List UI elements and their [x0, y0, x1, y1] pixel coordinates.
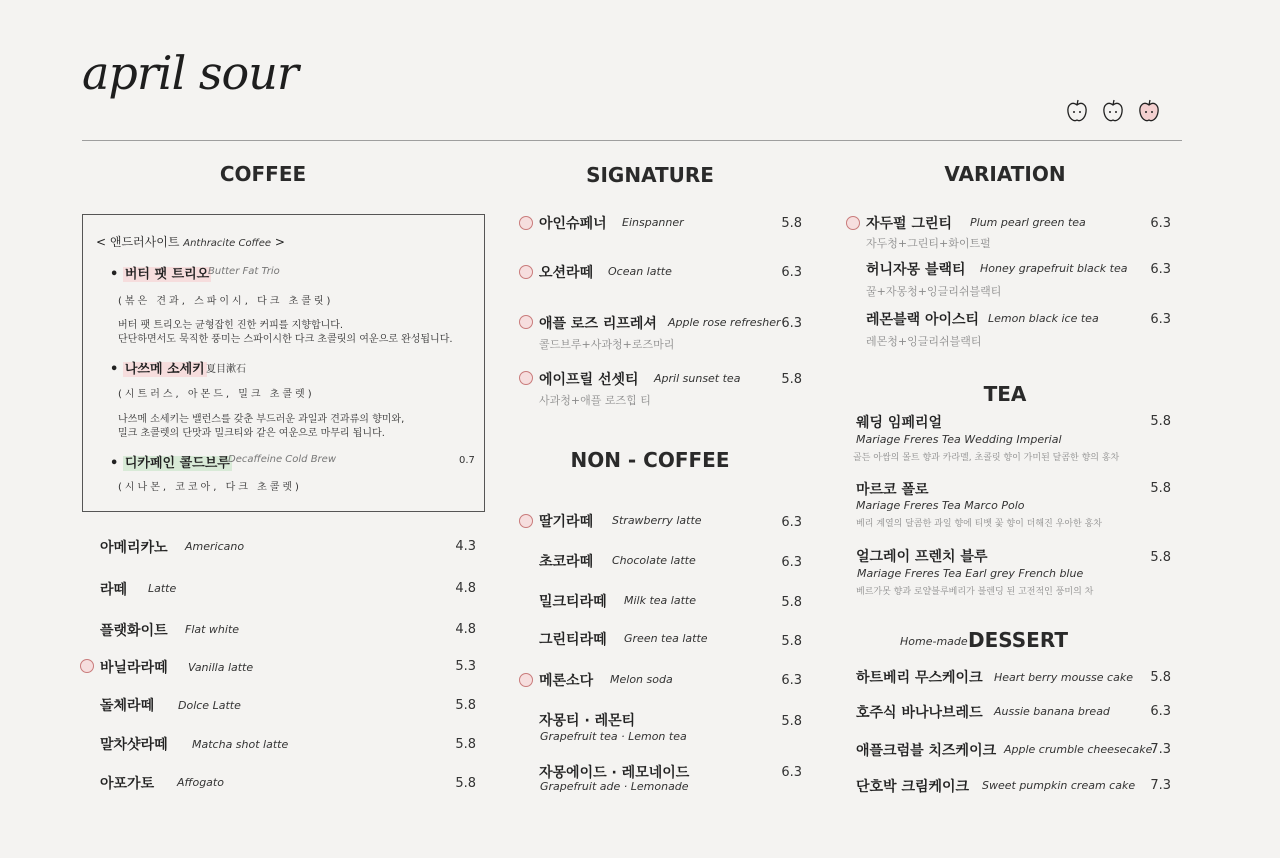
- recommend-apple-icon: [519, 216, 533, 230]
- menu-item-en: Strawberry latte: [612, 514, 702, 527]
- menu-item-price: 5.8: [455, 737, 476, 752]
- menu-item-en: Matcha shot latte: [192, 738, 289, 751]
- menu-item-en: Lemon black ice tea: [988, 312, 1099, 325]
- item-name-en: 夏目漱石: [206, 364, 246, 375]
- menu-item-price: 5.3: [455, 659, 476, 674]
- menu-item-name: 아인슈페너: [539, 216, 607, 232]
- menu-item-name: 아포가토: [100, 776, 155, 792]
- menu-item-en: Dolce Latte: [178, 699, 241, 712]
- menu-item-en: Grapefruit ade · Lemonade: [540, 780, 689, 793]
- item-name-en: Decaffeine Cold Brew: [228, 454, 337, 465]
- menu-item-en: Sweet pumpkin cream cake: [982, 779, 1136, 792]
- menu-item-en: Apple rose refresher: [668, 316, 781, 329]
- menu-item-name: 그린티라떼: [539, 632, 607, 648]
- anthracite-title: [96, 233, 285, 250]
- menu-item-price: 6.3: [781, 673, 802, 688]
- menu-item-en: Vanilla latte: [188, 661, 254, 674]
- recommend-apple-icon: [519, 315, 533, 329]
- item-name: 버터 팻 트리오: [124, 267, 210, 282]
- menu-item-price: 7.3: [1150, 742, 1171, 757]
- menu-item-name: 자몽티 · 레몬티: [539, 713, 636, 729]
- menu-item-price: 5.8: [1150, 481, 1171, 496]
- menu-item-price: 5.8: [781, 372, 802, 387]
- menu-item-price: 5.8: [455, 776, 476, 791]
- header-divider: [82, 140, 1182, 141]
- menu-item-price: 5.8: [781, 714, 802, 729]
- menu-item-name: 밀크티라떼: [539, 594, 607, 610]
- menu-item-en: Ocean latte: [608, 265, 672, 278]
- menu-item-price: 6.3: [1150, 312, 1171, 327]
- menu-item-name: 자두펄 그린티: [866, 216, 953, 232]
- menu-item-en: Heart berry mousse cake: [994, 671, 1133, 684]
- menu-item-en: Einspanner: [622, 216, 684, 229]
- menu-item-en: Milk tea latte: [624, 594, 696, 607]
- menu-item-en: Honey grapefruit black tea: [980, 262, 1128, 275]
- menu-item-ingredients: 레몬청+잉글리쉬블랙티: [866, 335, 982, 348]
- menu-item-price: 4.8: [455, 581, 476, 596]
- menu-item-name: 허니자몽 블랙티: [866, 262, 966, 278]
- item-notes: (시트러스, 아몬드, 밀크 초콜렛): [118, 389, 315, 400]
- menu-item-name: 딸기라떼: [539, 514, 594, 530]
- menu-item-price: 5.8: [1150, 670, 1171, 685]
- menu-item-price: 4.3: [455, 539, 476, 554]
- menu-item-price: 6.3: [781, 265, 802, 280]
- menu-item-name: 레몬블랙 아이스티: [866, 312, 980, 328]
- apple-icons: [1064, 98, 1162, 124]
- menu-item-price: 5.8: [1150, 550, 1171, 565]
- menu-item-name: 하트베리 무스케이크: [856, 670, 983, 686]
- anthracite-item: • 나쓰메 소세키: [110, 362, 205, 377]
- item-name-en: Butter Fat Trio: [208, 266, 280, 277]
- menu-item-price: 6.3: [1150, 216, 1171, 231]
- brand-logo: april sour: [82, 46, 298, 100]
- apple-outline-icon: [1064, 98, 1090, 124]
- menu-item-ingredients: 콜드브루+사과청+로즈마리: [539, 338, 675, 351]
- menu-item-name: 웨딩 임페리얼: [856, 415, 943, 431]
- menu-item-description: 베리 계열의 달콤한 과일 향에 티벳 꽃 향이 더해진 우아한 홍차: [856, 519, 1102, 529]
- menu-item-name: 얼그레이 프렌치 블루: [856, 549, 988, 565]
- item-desc: 버터 팻 트리오는 균형잡힌 진한 커피를 지향합니다.: [118, 320, 344, 331]
- menu-item-price: 7.3: [1150, 778, 1171, 793]
- menu-item-name: 애플크럼블 치즈케이크: [856, 743, 997, 759]
- recommend-apple-icon: [80, 659, 94, 673]
- recommend-apple-icon: [519, 265, 533, 279]
- menu-item-en: Plum pearl green tea: [970, 216, 1086, 229]
- section-signature: SIGNATURE: [586, 163, 714, 187]
- menu-item-ingredients: 사과청+애플 로즈힙 티: [539, 394, 651, 407]
- menu-item-name: 라떼: [100, 582, 128, 598]
- menu-item-en: April sunset tea: [654, 372, 741, 385]
- item-notes: (시나몬, 코코아, 다크 초콜렛): [118, 482, 302, 493]
- item-desc: 밀크 초콜렛의 단맛과 밀크티와 같은 여운으로 마무리 됩니다.: [118, 428, 385, 439]
- item-desc: 나쓰메 소세키는 밸런스를 갖춘 부드러운 과일과 견과류의 향미와,: [118, 414, 405, 425]
- section-coffee: COFFEE: [219, 162, 307, 186]
- recommend-apple-icon: [519, 371, 533, 385]
- menu-item-price: 5.8: [781, 595, 802, 610]
- menu-item-price: 5.8: [781, 634, 802, 649]
- menu-item-name: 자몽에이드 · 레모네이드: [539, 765, 690, 781]
- menu-item-en: Mariage Freres Tea Wedding Imperial: [856, 433, 1062, 446]
- menu-item-price: 5.8: [1150, 414, 1171, 429]
- anthracite-title-en: Anthracite Coffee: [183, 238, 272, 249]
- menu-item-name: 호주식 바나나브레드: [856, 705, 983, 721]
- section-noncoffee: NON - COFFEE: [570, 448, 730, 472]
- menu-item-price: 6.3: [781, 316, 802, 331]
- recommend-apple-icon: [846, 216, 860, 230]
- menu-item-price: 6.3: [781, 555, 802, 570]
- menu-item-description: 베르가못 향과 로얄블루베리가 블렌딩 된 고전적인 풍미의 차: [856, 587, 1094, 597]
- menu-item-en: Mariage Freres Tea Earl grey French blue: [857, 567, 1084, 580]
- anthracite-item: • 버터 팻 트리오: [110, 267, 210, 282]
- menu-item-en: Affogato: [177, 776, 224, 789]
- item-name: 나쓰메 소세키: [124, 362, 205, 377]
- recommend-apple-icon: [519, 514, 533, 528]
- menu-item-price: 5.8: [455, 698, 476, 713]
- menu-item-name: 말차샷라떼: [100, 737, 168, 753]
- menu-item-description: 골든 아쌈의 몰트 향과 카라멜, 초콜릿 향이 가미된 달콤한 향의 홍차: [853, 453, 1120, 463]
- menu-item-name: 오션라떼: [539, 265, 594, 281]
- menu-item-en: Flat white: [185, 623, 240, 636]
- menu-item-name: 에이프릴 선셋티: [539, 372, 639, 388]
- section-tea: TEA: [983, 382, 1027, 406]
- menu-item-ingredients: 꿀+자몽청+잉글리쉬블랙티: [866, 285, 1002, 298]
- item-name: 디카페인 콜드브루: [124, 456, 230, 471]
- menu-item-price: 5.8: [781, 216, 802, 231]
- apple-pink-icon: [1136, 98, 1162, 124]
- recommend-apple-icon: [519, 673, 533, 687]
- menu-item-en: Mariage Freres Tea Marco Polo: [856, 499, 1025, 512]
- dessert-prefix: Home-made: [900, 635, 968, 648]
- menu-item-ingredients: 자두청+그린티+화이트펄: [866, 237, 991, 250]
- menu-item-en: Melon soda: [610, 673, 673, 686]
- anthracite-title-end: >: [274, 235, 285, 249]
- item-notes: (볶은 견과, 스파이시, 다크 초콜릿): [118, 296, 334, 307]
- menu-item-en: Chocolate latte: [612, 554, 696, 567]
- menu-item-en: Apple crumble cheesecake: [1004, 743, 1153, 756]
- anthracite-item: • 디카페인 콜드브루: [110, 456, 230, 471]
- apple-outline-icon: [1100, 98, 1126, 124]
- section-dessert: DESSERT: [968, 628, 1068, 652]
- menu-item-name: 돌체라떼: [100, 698, 155, 714]
- menu-item-name: 초코라떼: [539, 554, 594, 570]
- menu-item-name: 아메리카노: [100, 540, 168, 556]
- menu-item-name: 단호박 크림케이크: [856, 779, 970, 795]
- menu-item-price: 6.3: [781, 765, 802, 780]
- menu-item-en: Aussie banana bread: [994, 705, 1110, 718]
- section-variation: VARIATION: [944, 162, 1066, 186]
- menu-item-name: 애플 로즈 리프레셔: [539, 316, 657, 332]
- menu-item-en: Latte: [148, 582, 177, 595]
- anthracite-title-kr: < 앤드러사이트: [96, 235, 180, 249]
- menu-item-price: 6.3: [1150, 704, 1171, 719]
- item-price: 0.7: [459, 455, 475, 466]
- item-desc: 단단하면서도 묵직한 풍미는 스파이시한 다크 초콜릿의 여운으로 완성됩니다.: [118, 334, 453, 345]
- menu-item-name: 플랫화이트: [100, 623, 168, 639]
- menu-item-en: Grapefruit tea · Lemon tea: [540, 730, 687, 743]
- menu-item-price: 6.3: [781, 515, 802, 530]
- menu-item-name: 마르코 폴로: [856, 482, 929, 498]
- menu-item-price: 6.3: [1150, 262, 1171, 277]
- menu-item-name: 메론소다: [539, 673, 594, 689]
- menu-item-en: Green tea latte: [624, 632, 708, 645]
- menu-item-name: 바닐라라떼: [100, 660, 168, 676]
- menu-item-price: 4.8: [455, 622, 476, 637]
- menu-item-en: Americano: [185, 540, 245, 553]
